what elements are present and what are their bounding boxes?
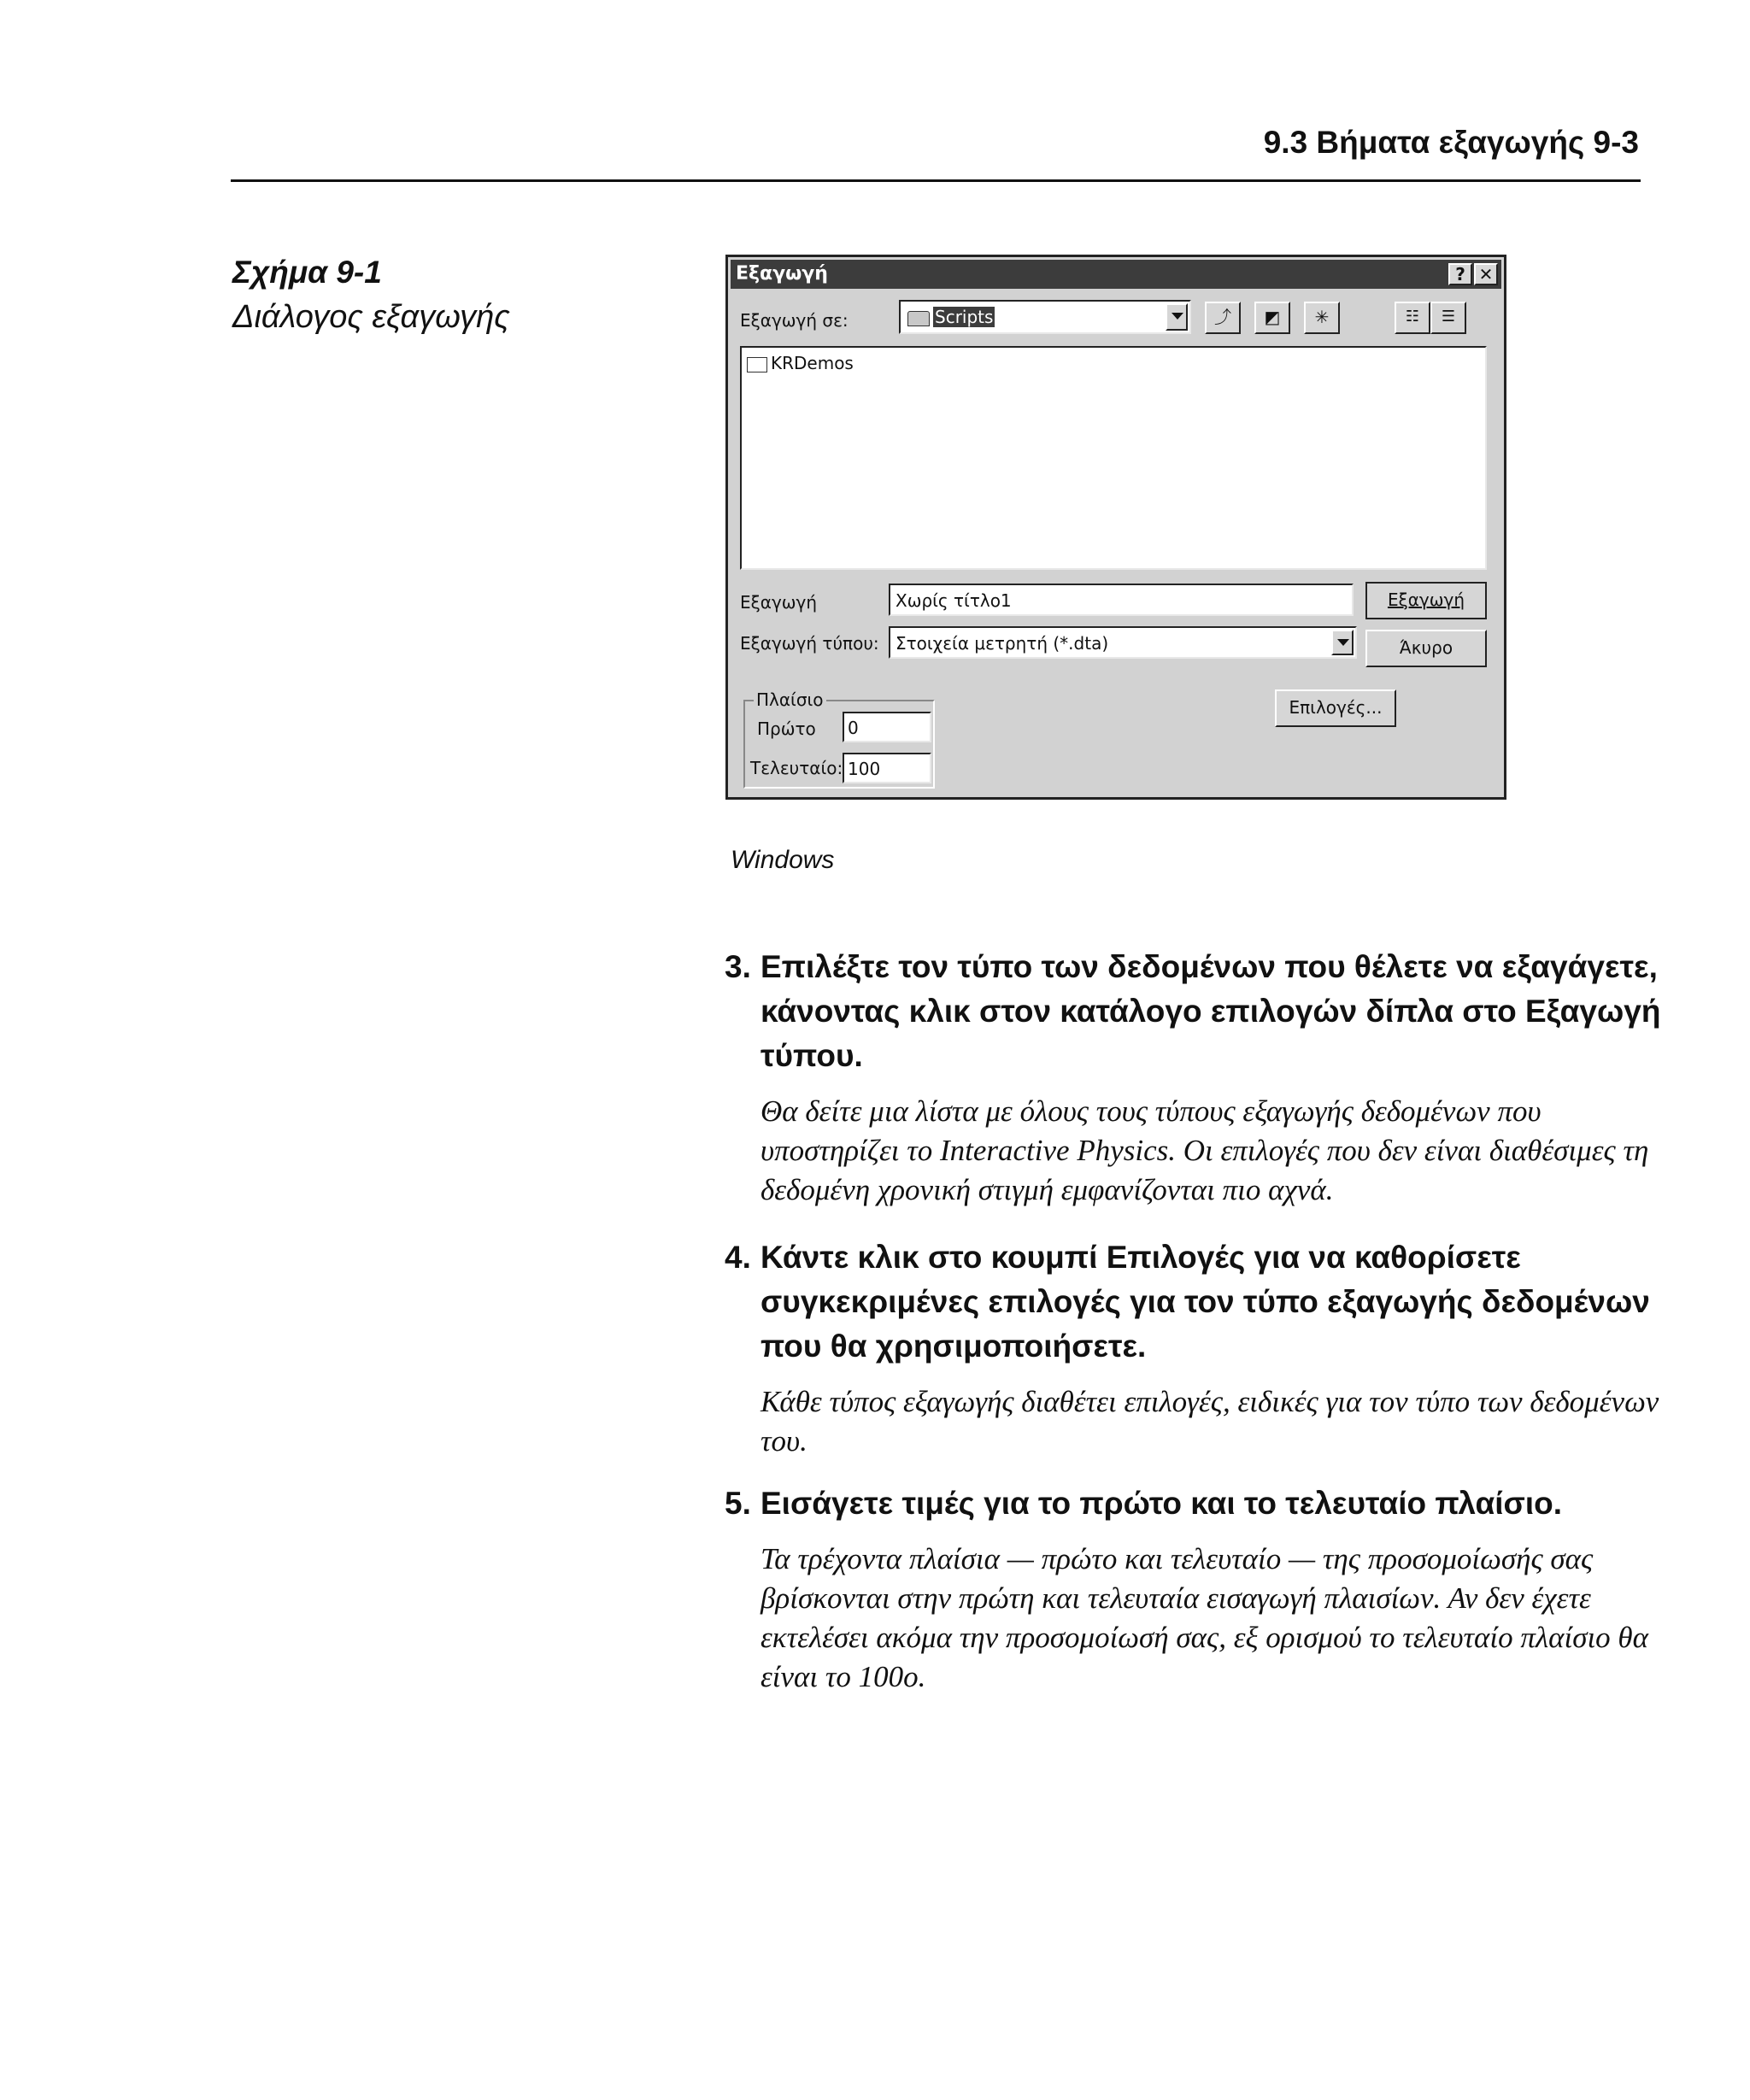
export-button[interactable]	[1365, 582, 1487, 619]
up-one-level-button[interactable]	[1205, 302, 1241, 334]
type-dropdown-arrow[interactable]	[1331, 630, 1354, 655]
step-number: 4.	[725, 1240, 751, 1275]
look-in-value: Scripts	[935, 307, 994, 327]
step-title-text: Κάντε κλικ στο κουμπί Επιλογές για να καθορίσετε συγκεκριμένες επιλογές για τον τύπο εξαγωγής δεδομένων που θα χρησιμοποιήσετε.	[760, 1240, 1650, 1364]
filename-input[interactable]	[889, 584, 1354, 616]
options-button[interactable]	[1275, 689, 1396, 727]
step-title-text: Επιλέξτε τον τύπο των δεδομένων που θέλετε να εξαγάγετε, κάνοντας κλικ στον κατάλογο επιλογών δίπλα στο Εξαγωγή τύπου.	[760, 949, 1661, 1073]
last-label: Τελευταίο:	[750, 758, 843, 778]
frames-group-label: Πλαίσιο	[754, 689, 826, 710]
new-folder-icon: ✳	[1314, 307, 1330, 327]
step-body: Κάθε τύπος εξαγωγής διαθέτει επιλογές, ειδικές για τον τύπο των δεδομένων του.	[760, 1385, 1659, 1458]
last-frame-input[interactable]	[843, 753, 931, 783]
filename-value: Χωρίς τίτλο1	[896, 590, 1012, 611]
step-body: Θα δείτε μια λίστα με όλους τους τύπους εξαγωγής δεδομένων που υποστηρίζει το Interactive Physics. Οι επιλογές που δεν είναι διαθέσιμες τη δεδομένη χρονική στιγμή εμφανίζονται πιο αχνά.	[760, 1094, 1649, 1206]
details-view-button[interactable]	[1430, 302, 1466, 334]
file-list[interactable]	[740, 346, 1487, 570]
dialog-title: Εξαγωγή	[736, 263, 828, 284]
up-folder-icon: ⤴	[1214, 307, 1231, 327]
dialog-titlebar	[731, 260, 1501, 289]
help-button[interactable]: ?	[1448, 263, 1472, 285]
step-number: 3.	[725, 949, 751, 984]
export-button-label: Εξαγωγή	[1387, 590, 1465, 610]
last-frame-value: 100	[848, 759, 881, 779]
look-in-label: Εξαγωγή σε:	[740, 310, 849, 331]
desktop-button[interactable]	[1254, 302, 1290, 334]
step-number: 5.	[725, 1486, 751, 1521]
step-body: Τα τρέχοντα πλαίσια — πρώτο και τελευταίο — της προσομοίωσής σας βρίσκονται στην πρώτη και τελευταία εισαγωγή πλαισίων. Αν δεν έχετε εκτελέσει ακόμα την προσομοίωσή σας, εξ ορισμού το τελευταίο πλαίσιο θα είναι το 100ο.	[760, 1542, 1648, 1693]
type-value: Στοιχεία μετρητή (*.dta)	[896, 633, 1109, 654]
type-combo[interactable]	[889, 626, 1357, 659]
type-label: Εξαγωγή τύπου:	[740, 633, 879, 654]
first-frame-value: 0	[848, 718, 859, 738]
file-list-item[interactable]	[747, 353, 854, 373]
list-view-icon: ☷	[1405, 308, 1420, 326]
step-title	[725, 1481, 1682, 1526]
step-5	[725, 1481, 1682, 1697]
step-title-text: Εισάγετε τιμές για το πρώτο και το τελευταίο πλαίσιο.	[760, 1486, 1562, 1521]
folder-icon	[747, 357, 767, 372]
cancel-button-label: Άκυρο	[1399, 637, 1453, 658]
look-in-dropdown-arrow[interactable]	[1166, 303, 1188, 331]
figure-label: Σχήμα 9-1	[232, 255, 382, 290]
first-frame-input[interactable]	[843, 712, 931, 742]
figure-platform-caption: Windows	[731, 846, 835, 874]
figure-title: Διάλογος εξαγωγής	[232, 299, 510, 335]
step-3	[725, 945, 1682, 1210]
first-label: Πρώτο	[757, 719, 816, 739]
running-head: 9.3 Βήματα εξαγωγής 9-3	[1263, 125, 1639, 160]
list-view-button[interactable]	[1395, 302, 1430, 334]
options-button-label: Επιλογές...	[1289, 697, 1383, 718]
close-button[interactable]: ✕	[1474, 263, 1498, 285]
file-list-item-label: KRDemos	[771, 353, 854, 373]
cancel-button[interactable]	[1365, 630, 1487, 667]
look-in-combo[interactable]	[899, 300, 1191, 334]
new-folder-button[interactable]	[1304, 302, 1340, 334]
details-view-icon: ☰	[1441, 308, 1456, 326]
header-rule	[231, 179, 1641, 182]
desktop-icon: ◩	[1264, 307, 1281, 327]
folder-icon	[907, 311, 930, 326]
filename-label: Εξαγωγή	[740, 592, 818, 613]
export-dialog	[725, 255, 1506, 800]
step-4	[725, 1235, 1682, 1461]
step-title	[725, 1235, 1682, 1369]
step-title	[725, 945, 1682, 1078]
